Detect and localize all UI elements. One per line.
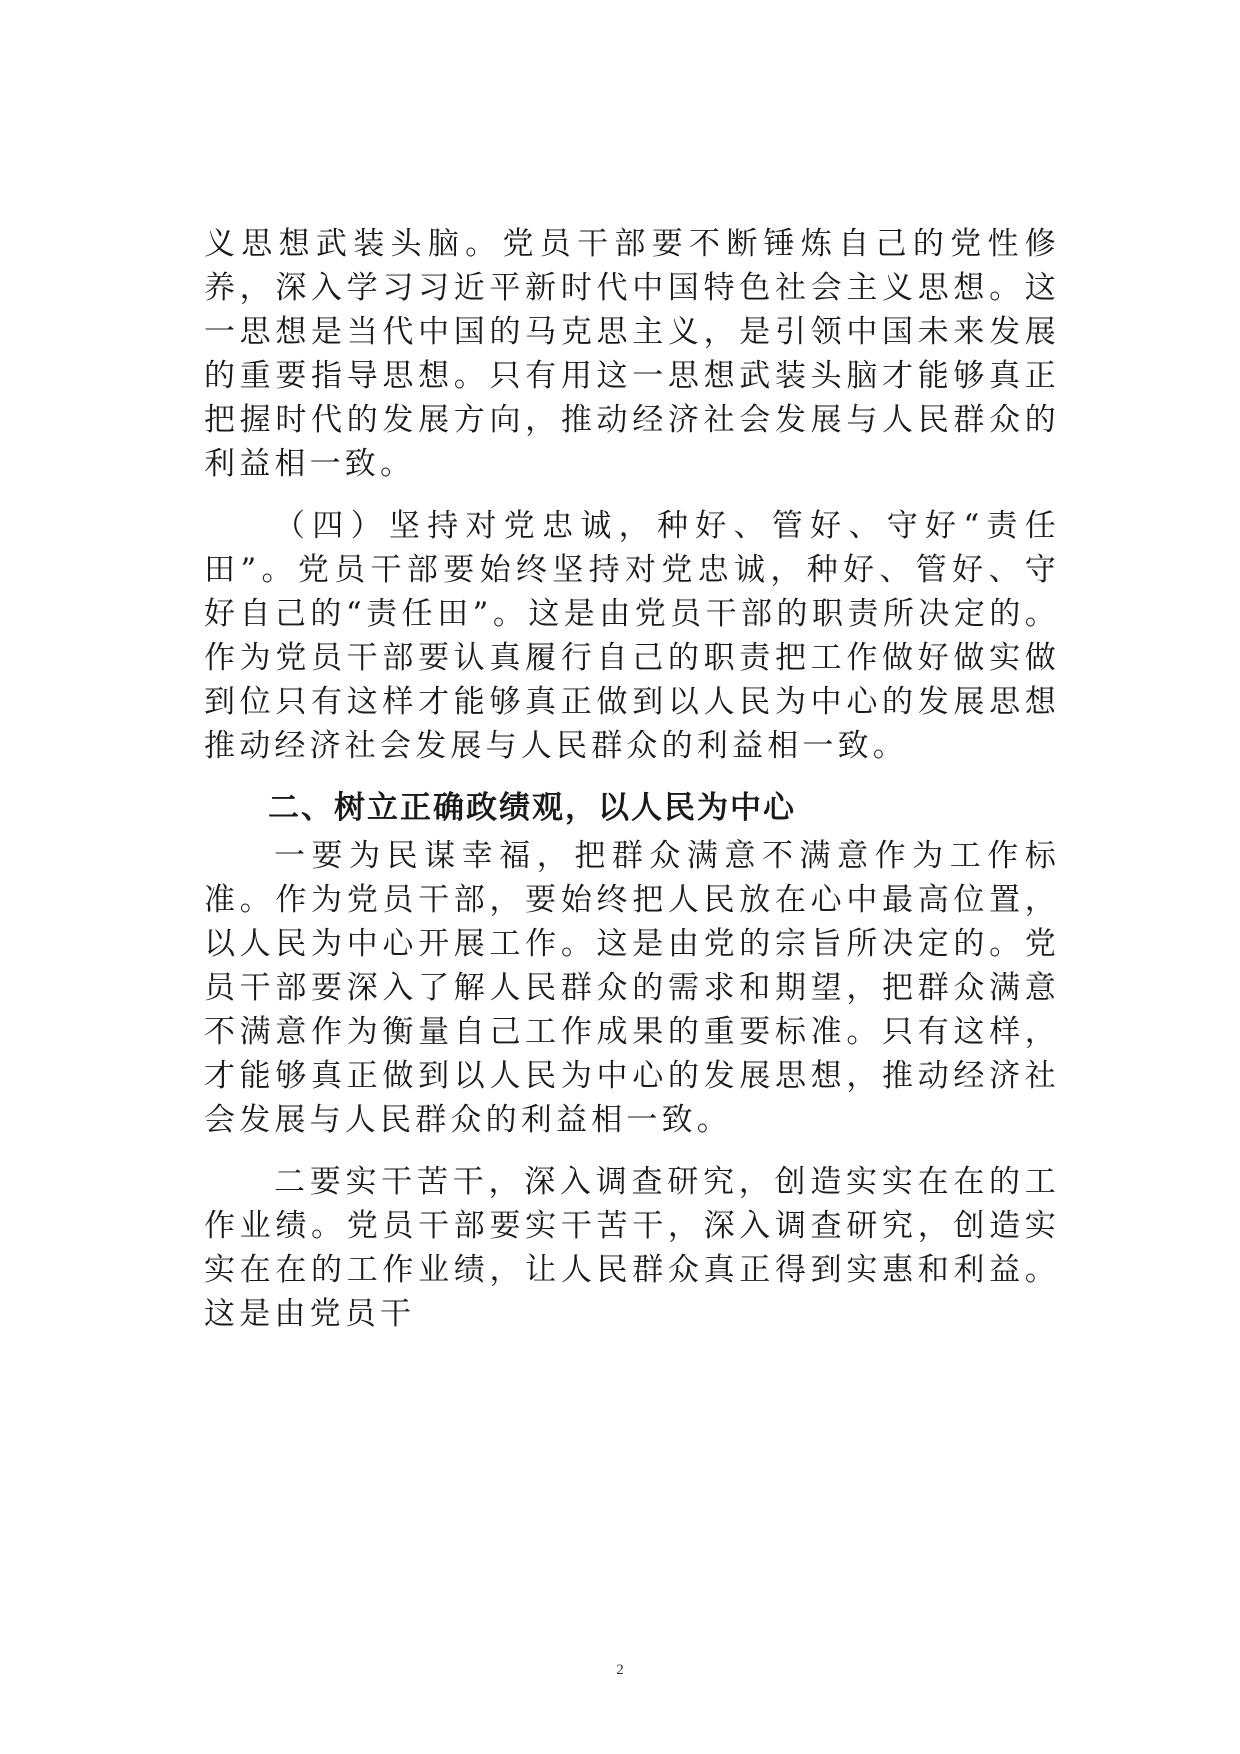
paragraph-hard-work: 二要实干苦干，深入调查研究，创造实实在在的工作业绩。党员干部要实干苦干，深入调查研究，创造实实在在的工作业绩，让人民群众真正得到实惠和利益。这是由党员干 xyxy=(204,1164,1060,1332)
page-number: 2 xyxy=(616,1662,624,1678)
paragraph-loyalty: （四）坚持对党忠诚，种好、管好、守好“责任田”。党员干部要始终坚持对党忠诚，种好、管好、守好自己的“责任田”。这是由党员干部的职责所决定的。作为党员干部要认真履行自己的职责把工作做好做实做到位只有这样才能够真正做到以人民为中心的发展思想推动经济社会发展与人民群众的利益相一致。 xyxy=(204,508,1060,764)
document-body xyxy=(204,222,1060,1336)
paragraph-continuation: 义思想武装头脑。党员干部要不断锤炼自己的党性修养，深入学习习近平新时代中国特色社会主义思想。这一思想是当代中国的马克思主义，是引领中国未来发展的重要指导思想。只有用这一思想武装头脑才能够真正把握时代的发展方向，推动经济社会发展与人民群众的利益相一致。 xyxy=(204,226,1060,482)
paragraph-people-happiness: 一要为民谋幸福，把群众满意不满意作为工作标准。作为党员干部，要始终把人民放在心中最高位置，以人民为中心开展工作。这是由党的宗旨所决定的。党员干部要深入了解人民群众的需求和期望，把群众满意不满意作为衡量自己工作成果的重要标准。只有这样，才能够真正做到以人民为中心的发展思想，推动经济社会发展与人民群众的利益相一致。 xyxy=(204,838,1060,1138)
section-heading: 二、树立正确政绩观，以人民为中心 xyxy=(268,790,796,826)
